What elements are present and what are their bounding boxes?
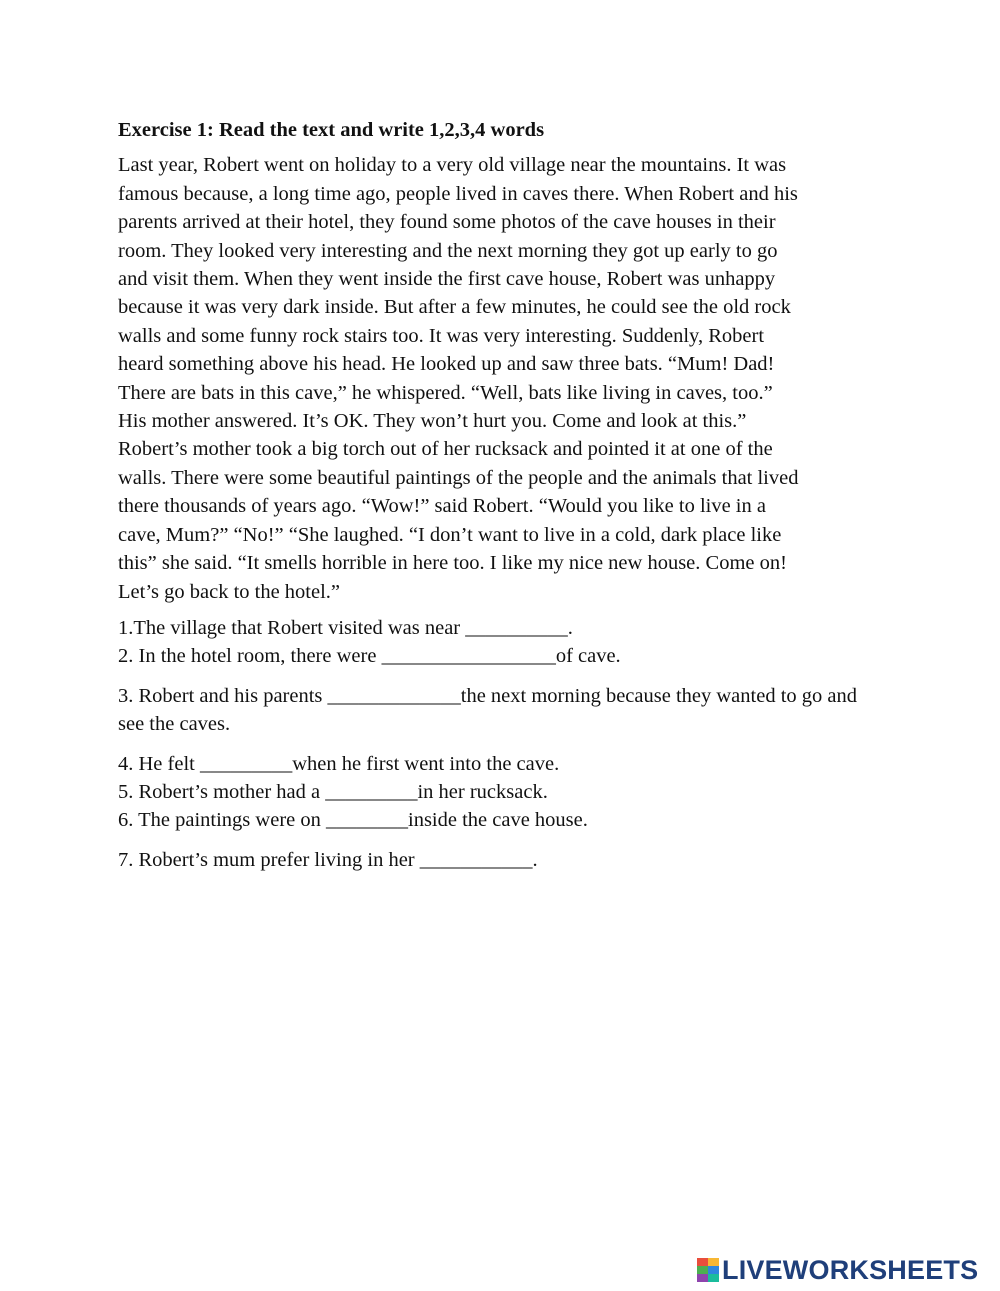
reading-passage bbox=[118, 151, 888, 606]
passage-line: famous because, a long time ago, people lived in caves there. When Robert and his bbox=[118, 182, 798, 205]
passage-line: Robert’s mother took a big torch out of her rucksack and pointed it at one of the bbox=[118, 438, 773, 461]
passage-line: walls. There were some beautiful paintings of the people and the animals that lived bbox=[118, 466, 799, 489]
logo-block bbox=[708, 1266, 719, 1274]
question-group bbox=[118, 614, 888, 671]
passage-line: there thousands of years ago. “Wow!” said Robert. “Would you like to live in a bbox=[118, 495, 766, 518]
passage-line: room. They looked very interesting and the next morning they got up early to go bbox=[118, 239, 778, 262]
question-7 bbox=[118, 846, 888, 874]
question-5 bbox=[118, 778, 888, 806]
exercise-title: Exercise 1: Read the text and write 1,2,3,4 words bbox=[118, 119, 545, 141]
question-2 bbox=[118, 642, 888, 670]
logo-block bbox=[697, 1258, 708, 1266]
logo-block bbox=[697, 1274, 708, 1282]
question-text: 6. The paintings were on bbox=[118, 809, 326, 832]
question-6 bbox=[118, 806, 888, 834]
question-text: in her rucksack. bbox=[417, 780, 548, 803]
passage-line: walls and some funny rock stairs too. It was very interesting. Suddenly, Robert bbox=[118, 324, 765, 347]
answer-blank-7[interactable]: ___________ bbox=[419, 848, 533, 871]
question-text: 3. Robert and his parents bbox=[118, 684, 328, 707]
passage-line: because it was very dark inside. But after a few minutes, he could see the old rock bbox=[118, 296, 791, 319]
answer-blank-4[interactable]: _________ bbox=[199, 752, 293, 775]
passage-line: parents arrived at their hotel, they found some photos of the cave houses in their bbox=[118, 211, 776, 234]
question-group bbox=[118, 750, 888, 835]
question-text: 4. He felt bbox=[118, 752, 200, 775]
passage-line: cave, Mum?” “No!” “She laughed. “I don’t want to live in a cold, dark place like bbox=[118, 523, 782, 546]
answer-blank-6[interactable]: ________ bbox=[326, 809, 408, 832]
question-text: 1.The village that Robert visited was near bbox=[118, 616, 466, 639]
answer-blank-2[interactable]: _________________ bbox=[381, 645, 556, 668]
liveworksheets-icon bbox=[697, 1258, 719, 1282]
logo-block bbox=[708, 1274, 719, 1282]
passage-line: and visit them. When they went inside the first cave house, Robert was unhappy bbox=[118, 268, 776, 291]
question-text: . bbox=[567, 616, 573, 639]
answer-blank-5[interactable]: _________ bbox=[325, 780, 418, 803]
liveworksheets-logo bbox=[697, 1256, 978, 1284]
question-group bbox=[118, 846, 888, 874]
passage-line: this” she said. “It smells horrible in here too. I like my nice new house. Come on! bbox=[118, 552, 787, 575]
logo-block bbox=[708, 1258, 719, 1266]
passage-line: Let’s go back to the hotel.” bbox=[118, 580, 341, 603]
answer-blank-1[interactable]: __________ bbox=[465, 616, 568, 639]
passage-line: Last year, Robert went on holiday to a very old village near the mountains. It was bbox=[118, 154, 787, 177]
question-4 bbox=[118, 750, 888, 778]
question-text: inside the cave house. bbox=[408, 809, 588, 832]
passage-line: heard something above his head. He looked up and saw three bats. “Mum! Dad! bbox=[118, 353, 775, 376]
question-1 bbox=[118, 614, 888, 642]
answer-blank-3[interactable]: _____________ bbox=[327, 684, 461, 707]
question-group bbox=[118, 682, 888, 739]
question-text: 2. In the hotel room, there were bbox=[118, 645, 382, 668]
question-text: when he first went into the cave. bbox=[292, 752, 560, 775]
passage-line: There are bats in this cave,” he whispered. “Well, bats like living in caves, too.” bbox=[118, 381, 773, 404]
question-text: the next morning because they wanted to go and see the caves. bbox=[118, 684, 857, 736]
question-3 bbox=[118, 682, 888, 739]
question-text: 7. Robert’s mum prefer living in her bbox=[118, 848, 420, 871]
question-text: of cave. bbox=[555, 645, 621, 668]
passage-line: His mother answered. It’s OK. They won’t hurt you. Come and look at this.” bbox=[118, 410, 747, 433]
brand-name: LIVEWORKSHEETS bbox=[722, 1255, 979, 1285]
worksheet-content bbox=[118, 116, 888, 885]
logo-block bbox=[697, 1266, 708, 1274]
question-text: . bbox=[532, 848, 538, 871]
question-text: 5. Robert’s mother had a bbox=[118, 780, 326, 803]
